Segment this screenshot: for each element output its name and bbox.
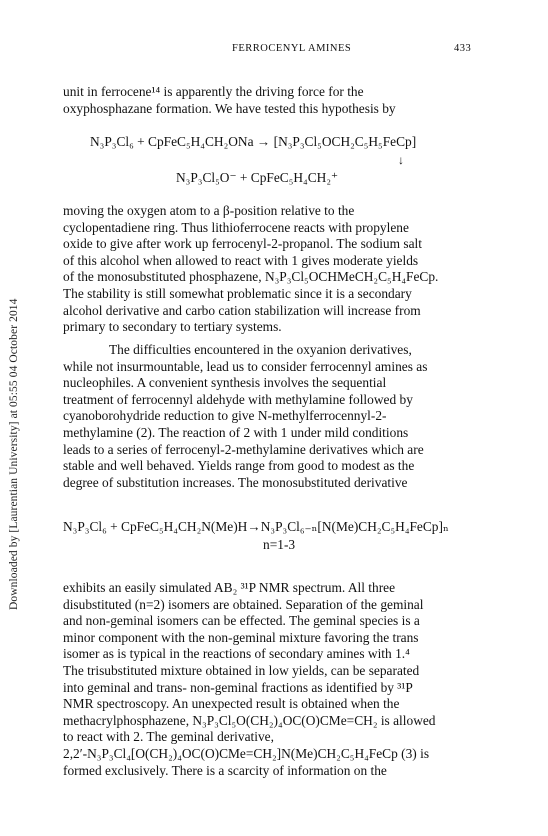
text-line: of this alcohol when allowed to react with 1 gives moderate yields (63, 252, 419, 268)
text-line: and non-geminal isomers can be effected. The geminal species is a (63, 613, 420, 629)
text-line: cyclopentadiene ring. Thus lithioferrocene reacts with propylene (63, 219, 409, 235)
text-line: oxyphosphazane formation. We have tested this hypothesis by (63, 100, 396, 116)
running-head-title: FERROCENYL AMINES (232, 43, 352, 54)
equation-2-line-2: n=1-3 (263, 537, 296, 552)
paragraph-2 (63, 203, 495, 336)
text-line: 2,2′-N₃P₃Cl₄[O(CH₂)₄OC(O)CMe=CH₂]N(Me)CH₂C₅H₄FeCp (3) is (63, 745, 430, 761)
reaction-arrow-down: ↓ (398, 153, 404, 167)
text-line: of the monosubstituted phosphazene, N₃P₃Cl₅OCHMeCH₂C₅H₄FeCp. (63, 269, 439, 285)
paragraph-3 (63, 342, 495, 491)
text-line: methacrylphosphazene, N₃P₃Cl₅O(CH₂)₄OC(O)CMe=CH₂ is allowed (63, 712, 436, 728)
text-line: isomer as is typical in the reactions of secondary amines with 1.⁴ (63, 646, 410, 662)
text-line: alcohol derivative and carbo cation stabilization will increase from (63, 302, 421, 318)
download-watermark: Downloaded by [Laurentian University] at 05:55 04 October 2014 (8, 298, 20, 610)
text-line: cyanoborohydride reduction to give N-methylferrocennyl-2- (63, 408, 387, 424)
paragraph-4 (63, 580, 495, 779)
equation-1-line-2: N₃P₃Cl₅O⁻ + CpFeC₅H₄CH₂⁺ (176, 170, 339, 185)
text-line: formed exclusively. There is a scarcity of information on the (63, 762, 387, 778)
text-line: nucleophiles. A convenient synthesis involves the sequential (63, 375, 387, 391)
equation-2-line-1: N₃P₃Cl₆ + CpFeC₅H₄CH₂N(Me)H→N₃P₃Cl₆₋ₙ[N(Me)CH₂C₅H₄FeCp]ₙ (63, 519, 449, 534)
text-line: stable and well behaved. Yields range from good to modest as the (63, 458, 415, 474)
text-line: minor component with the non-geminal mixture favoring the trans (63, 629, 419, 645)
text-line: oxide to give after work up ferrocenyl-2-propanol. The sodium salt (63, 236, 422, 252)
text-line: NMR spectroscopy. An unexpected result is obtained when the (63, 696, 400, 712)
text-line: primary to secondary to tertiary systems. (63, 319, 282, 335)
text-line: The difficulties encountered in the oxyanion derivatives, (109, 342, 412, 357)
text-line: disubstituted (n=2) isomers are obtained. Separation of the geminal (63, 596, 424, 612)
text-line: treatment of ferrocennyl aldehyde with methylamine followed by (63, 391, 413, 407)
text-line: methylamine (2). The reaction of 2 with 1 under mild conditions (63, 424, 409, 440)
page-number: 433 (454, 43, 472, 54)
equation-1-line-1: N₃P₃Cl₆ + CpFeC₅H₄CH₂ONa → [N₃P₃Cl₅OCH₂C₅H₅FeCp] (90, 134, 417, 149)
paragraph-1 (63, 84, 495, 117)
text-line: leads to a series of ferrocenyl-2-methylamine derivatives which are (63, 441, 424, 457)
text-line: while not insurmountable, lead us to consider ferrocennyl amines as (63, 358, 428, 374)
text-line: exhibits an easily simulated AB₂ ³¹P NMR spectrum. All three (63, 580, 396, 595)
text-line: moving the oxygen atom to a β-position relative to the (63, 203, 355, 218)
text-line: degree of substitution increases. The monosubstituted derivative (63, 474, 408, 490)
text-line: The stability is still somewhat problematic since it is a secondary (63, 285, 412, 301)
text-line: into geminal and trans- non-geminal fractions as identified by ³¹P (63, 679, 413, 695)
text-line: unit in ferrocene¹⁴ is apparently the driving force for the (63, 84, 364, 99)
text-line: to react with 2. The geminal derivative, (63, 729, 274, 745)
text-line: The trisubstituted mixture obtained in low yields, can be separated (63, 662, 420, 678)
